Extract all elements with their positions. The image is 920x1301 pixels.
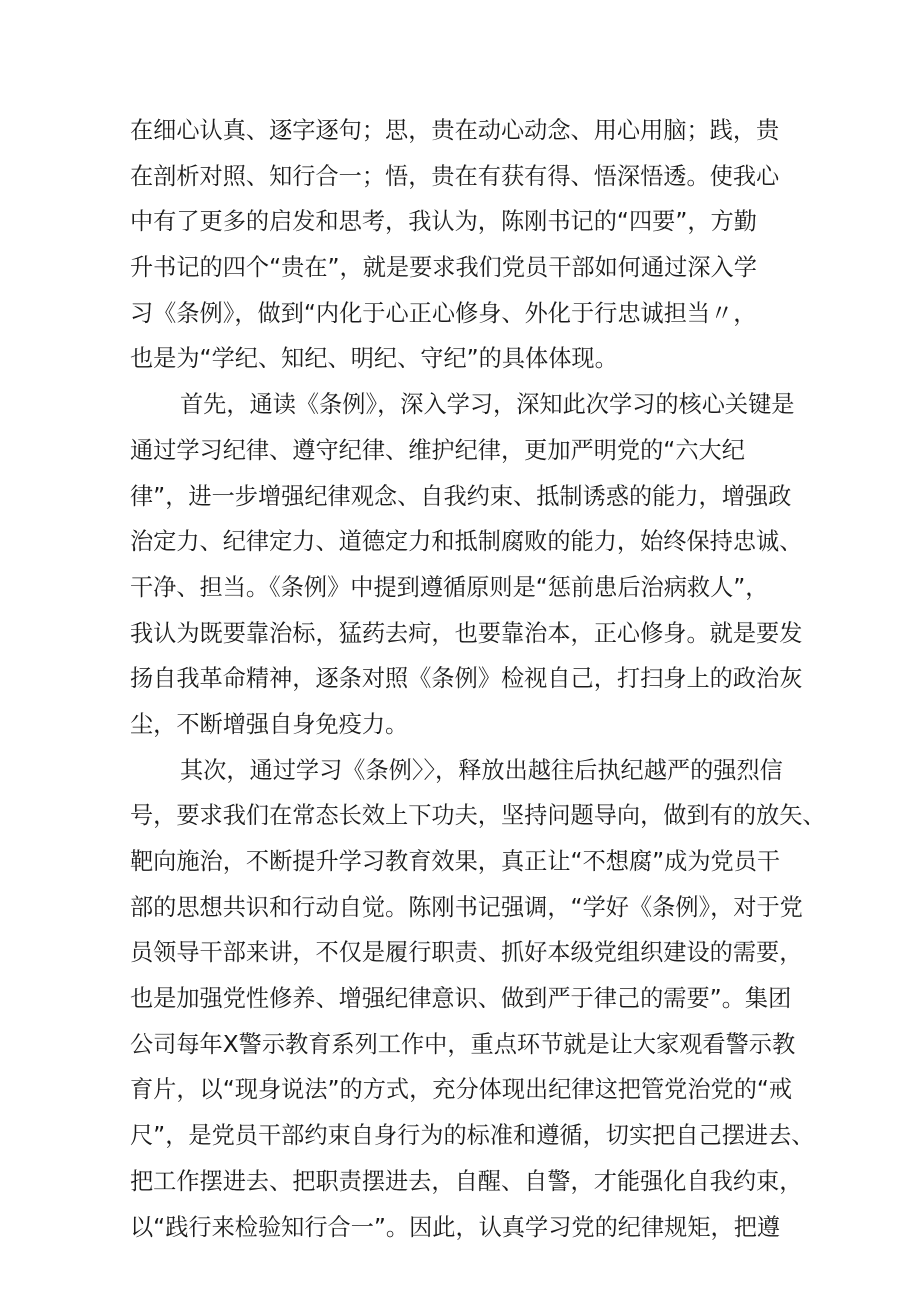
paragraph-1-line <box>0 245 920 291</box>
text-line: 把工作摆进去、把职责摆进去，自醒、自警，才能强化自我约束， <box>130 1167 803 1195</box>
text-line: 律”，进一步增强纪律观念、自我约束、抵制诱惑的能力，增强政 <box>130 482 792 510</box>
text-line: 以“践行来检验知行合一”。因此，认真学习党的纪律规矩，把遵 <box>130 1213 781 1241</box>
text-line: 号，要求我们在常态长效上下功夫，坚持问题导向，做到有的放矢、 <box>130 802 826 830</box>
text-line: 在剖析对照、知行合一；悟，贵在有获有得、悟深悟透。使我心 <box>130 162 780 190</box>
text-line: 习《条例》，做到“内化于心正心修身、外化于行忠诚担当〃， <box>130 299 757 327</box>
paragraph-3-line <box>0 930 920 976</box>
document-body <box>0 108 920 1250</box>
text-line: 也是加强党性修养、增强纪律意识、做到严于律己的需要”。集团 <box>130 985 792 1013</box>
paragraph-3-line <box>0 1022 920 1068</box>
text-line: 扬自我革命精神，逐条对照《条例》检视自己，打扫身上的政治灰 <box>130 665 803 693</box>
paragraph-2-line <box>0 474 920 520</box>
text-line: 首先，通读《条例》，深入学习，深知此次学习的核心关键是 <box>180 391 795 419</box>
paragraph-2-line <box>0 656 920 702</box>
paragraph-3-line <box>0 1205 920 1251</box>
text-line: 公司每年X警示教育系列工作中，重点环节就是让大家观看警示教 <box>130 1030 796 1058</box>
paragraph-2-line <box>0 519 920 565</box>
paragraph-1-line <box>0 108 920 154</box>
paragraph-1-line <box>0 199 920 245</box>
paragraph-3-line <box>0 793 920 839</box>
paragraph-2-line <box>0 565 920 611</box>
paragraph-3-line <box>0 1067 920 1113</box>
text-line: 其次，通过学习《条例〉〉，释放出越往后执纪越严的强烈信 <box>180 756 783 784</box>
paragraph-1-line <box>0 291 920 337</box>
text-line: 中有了更多的启发和思考，我认为，陈刚书记的“四要”，方勤 <box>130 208 757 236</box>
paragraph-3-line <box>0 839 920 885</box>
text-line: 员领导干部来讲，不仅是履行职责、抓好本级党组织建设的需要， <box>130 939 803 967</box>
text-line: 治定力、纪律定力、道德定力和抵制腐败的能力，始终保持忠诚、 <box>130 528 803 556</box>
paragraph-3-line <box>0 885 920 931</box>
paragraph-2-first-line <box>0 382 920 428</box>
text-line: 部的思想共识和行动自觉。陈刚书记强调，“学好《条例》，对于党 <box>130 893 803 921</box>
text-line: 也是为“学纪、知纪、明纪、守纪”的具体体现。 <box>130 345 618 373</box>
paragraph-3-first-line <box>0 748 920 794</box>
text-line: 我认为既要靠治标，猛药去疴，也要靠治本，正心修身。就是要发 <box>130 619 803 647</box>
paragraph-1-line <box>0 336 920 382</box>
text-line: 升书记的四个“贵在”，就是要求我们党员干部如何通过深入学 <box>130 254 757 282</box>
paragraph-3-line <box>0 1159 920 1205</box>
text-line: 在细心认真、逐字逐句；思，贵在动心动念、用心用脑；践，贵 <box>130 117 780 144</box>
paragraph-2-line <box>0 428 920 474</box>
paragraph-2-line <box>0 611 920 657</box>
text-line: 干净、担当。《条例》中提到遵循原则是“惩前患后治病救人”， <box>130 573 769 601</box>
text-line: 尺”，是党员干部约束自身行为的标准和遵循，切实把自己摆进去、 <box>130 1122 815 1150</box>
paragraph-2-line <box>0 702 920 748</box>
text-line: 育片，以“现身说法”的方式，充分体现出纪律这把管党治党的“戒 <box>130 1076 793 1104</box>
text-line: 通过学习纪律、遵守纪律、维护纪律，更加严明党的“六大纪 <box>130 436 745 464</box>
text-line: 靶向施治，不断提升学习教育效果，真正让“不想腐”成为党员干 <box>130 848 781 875</box>
text-line: 尘，不断增强自身免疫力。 <box>130 710 409 738</box>
paragraph-3-line <box>0 976 920 1022</box>
paragraph-1-line <box>0 154 920 200</box>
paragraph-3-line <box>0 1113 920 1159</box>
